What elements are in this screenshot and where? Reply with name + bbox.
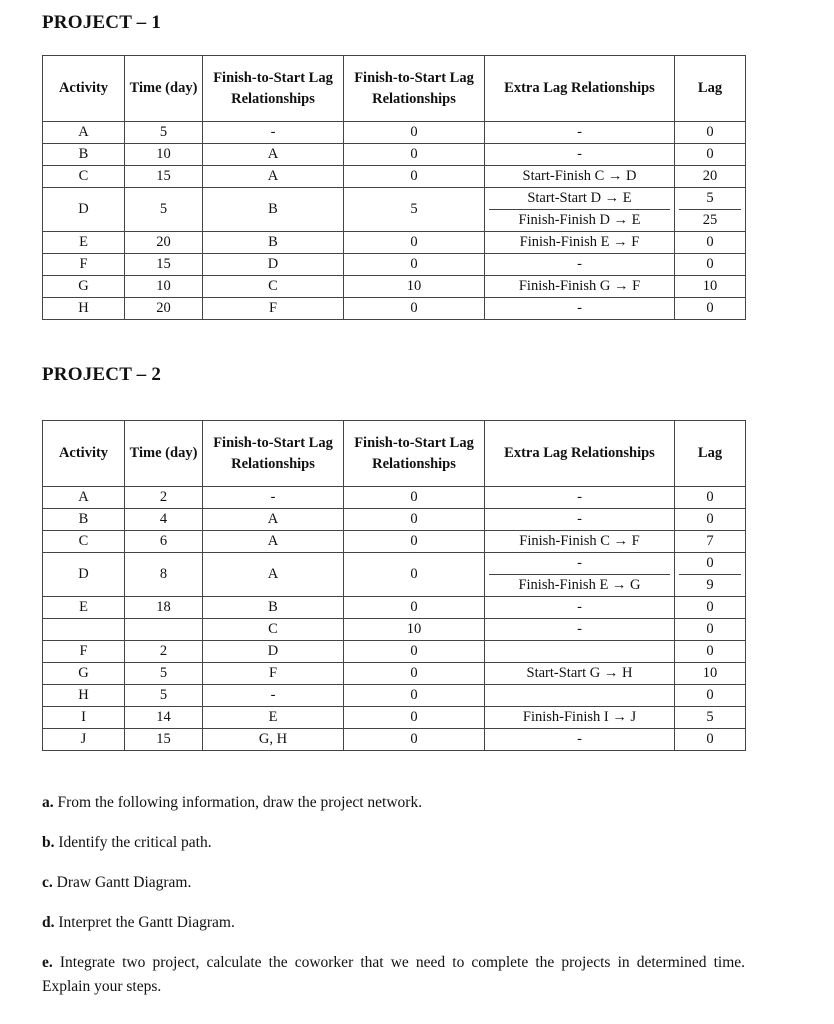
cell-fs1: A [203,531,344,553]
project2-title: PROJECT – 2 [42,364,162,385]
cell-extra: - [485,487,675,509]
cell-extra: - [485,619,675,641]
cell-activity: F [43,254,125,276]
cell-activity: I [43,707,125,729]
cell-time: 14 [125,707,203,729]
cell-fs2: 10 [344,276,485,298]
question-label: a. [42,794,54,811]
cell-extra [485,685,675,707]
cell-activity: H [43,685,125,707]
cell-time: 2 [125,487,203,509]
cell-activity [43,619,125,641]
cell-lag: 0 [675,487,746,509]
cell-extra: - [485,122,675,144]
cell-time: 20 [125,298,203,320]
cell-time: 6 [125,531,203,553]
question-text: Integrate two project, calculate the coworker that we need to complete the projects in determined time. Explain your steps. [42,954,746,995]
cell-lag: 7 [675,531,746,553]
cell-lag-part: 0 [679,553,741,575]
question-text: Identify the critical path. [58,834,212,851]
cell-fs2: 0 [344,254,485,276]
table-row [43,729,746,751]
cell-lag: 10 [675,663,746,685]
question-b [42,831,745,855]
table-row [43,254,746,276]
cell-activity: F [43,641,125,663]
cell-fs1: A [203,509,344,531]
cell-fs2: 0 [344,531,485,553]
cell-fs2: 0 [344,232,485,254]
questions [42,791,745,999]
cell-lag [675,188,746,232]
cell-lag: 0 [675,509,746,531]
table-row [43,531,746,553]
cell-time: 8 [125,553,203,597]
table-row [43,509,746,531]
cell-lag: 0 [675,254,746,276]
cell-fs2: 0 [344,298,485,320]
cell-fs1: F [203,663,344,685]
cell-extra: - [485,509,675,531]
cell-fs1: - [203,685,344,707]
cell-fs1: - [203,122,344,144]
cell-time: 5 [125,188,203,232]
cell-fs1: A [203,144,344,166]
header-fs-lag-2: Finish-to-Start Lag Relationships [344,56,485,122]
question-label: b. [42,834,55,851]
question-text: Interpret the Gantt Diagram. [58,914,235,931]
cell-lag: 0 [675,641,746,663]
cell-lag: 0 [675,232,746,254]
header-extra-lag: Extra Lag Relationships [485,56,675,122]
cell-fs1: B [203,188,344,232]
table-row [43,707,746,729]
cell-activity: E [43,232,125,254]
cell-lag-part: 9 [706,577,714,593]
cell-lag [675,553,746,597]
table-row [43,232,746,254]
cell-time: 15 [125,729,203,751]
cell-activity: A [43,122,125,144]
cell-fs1: A [203,553,344,597]
cell-fs1: C [203,276,344,298]
cell-activity: C [43,166,125,188]
cell-lag: 0 [675,685,746,707]
cell-time: 15 [125,254,203,276]
question-text: Draw Gantt Diagram. [56,874,192,891]
cell-activity: B [43,144,125,166]
cell-fs2: 0 [344,553,485,597]
table-header-row [43,421,746,487]
table-row [43,685,746,707]
cell-extra: Finish-Finish I → J [485,707,675,729]
cell-fs1: - [203,487,344,509]
header-fs-lag-1: Finish-to-Start Lag Relationships [203,421,344,487]
cell-fs1: F [203,298,344,320]
table-row [43,487,746,509]
table-row [43,122,746,144]
cell-extra [485,188,675,232]
cell-activity: E [43,597,125,619]
cell-activity: D [43,188,125,232]
table-row [43,298,746,320]
cell-lag: 0 [675,298,746,320]
project1-title: PROJECT – 1 [42,12,162,33]
project2-table [42,420,746,751]
question-a [42,791,745,815]
cell-extra: Finish-Finish G → F [485,276,675,298]
cell-extra: - [485,597,675,619]
cell-lag: 10 [675,276,746,298]
cell-time: 5 [125,122,203,144]
cell-fs1: D [203,254,344,276]
cell-time: 10 [125,276,203,298]
cell-activity: A [43,487,125,509]
header-time: Time (day) [125,56,203,122]
cell-fs2: 0 [344,122,485,144]
cell-fs2: 5 [344,188,485,232]
table-row [43,188,746,232]
project1-table [42,55,746,320]
cell-activity: B [43,509,125,531]
cell-fs1: E [203,707,344,729]
table-row [43,641,746,663]
cell-extra: Finish-Finish E → F [485,232,675,254]
header-time: Time (day) [125,421,203,487]
header-activity: Activity [43,421,125,487]
cell-fs1: B [203,232,344,254]
cell-fs2: 0 [344,509,485,531]
cell-extra: - [485,298,675,320]
table-row [43,663,746,685]
cell-extra-part: Finish-Finish E → G [518,577,641,593]
header-activity: Activity [43,56,125,122]
cell-lag-part: 25 [702,212,718,228]
cell-fs2: 0 [344,166,485,188]
cell-fs1: G, H [203,729,344,751]
cell-time: 5 [125,663,203,685]
table-row [43,619,746,641]
cell-extra: Start-Start G → H [485,663,675,685]
cell-extra-part: Finish-Finish D → E [518,212,641,228]
table-header-row [43,56,746,122]
question-e [42,951,745,999]
cell-activity: D [43,553,125,597]
cell-extra: - [485,144,675,166]
cell-lag: 0 [675,619,746,641]
cell-extra [485,553,675,597]
cell-extra: Finish-Finish C → F [485,531,675,553]
cell-activity: C [43,531,125,553]
cell-time [125,619,203,641]
question-c [42,871,745,895]
cell-time: 2 [125,641,203,663]
cell-time: 10 [125,144,203,166]
table-row [43,144,746,166]
cell-time: 18 [125,597,203,619]
cell-lag: 0 [675,729,746,751]
cell-fs1: A [203,166,344,188]
cell-extra: Start-Finish C → D [485,166,675,188]
question-label: d. [42,914,55,931]
cell-lag: 0 [675,597,746,619]
cell-lag: 5 [675,707,746,729]
cell-extra-part: Start-Start D → E [489,188,670,210]
cell-extra: - [485,729,675,751]
cell-fs2: 0 [344,729,485,751]
cell-fs2: 0 [344,487,485,509]
header-extra-lag: Extra Lag Relationships [485,421,675,487]
cell-extra-part: - [489,553,670,575]
table-row [43,166,746,188]
cell-lag: 0 [675,122,746,144]
cell-time: 5 [125,685,203,707]
cell-fs2: 0 [344,144,485,166]
table-row [43,276,746,298]
cell-time: 20 [125,232,203,254]
header-lag: Lag [675,56,746,122]
cell-lag: 20 [675,166,746,188]
question-label: c. [42,874,53,891]
cell-fs1: D [203,641,344,663]
cell-activity: J [43,729,125,751]
cell-extra: - [485,254,675,276]
cell-activity: G [43,663,125,685]
cell-fs1: C [203,619,344,641]
cell-time: 15 [125,166,203,188]
cell-fs1: B [203,597,344,619]
cell-fs2: 0 [344,685,485,707]
cell-fs2: 0 [344,641,485,663]
header-fs-lag-2: Finish-to-Start Lag Relationships [344,421,485,487]
cell-activity: G [43,276,125,298]
cell-time: 4 [125,509,203,531]
table-row [43,553,746,597]
header-lag: Lag [675,421,746,487]
header-fs-lag-1: Finish-to-Start Lag Relationships [203,56,344,122]
table-row [43,597,746,619]
cell-fs2: 0 [344,663,485,685]
question-label: e. [42,954,53,971]
cell-fs2: 0 [344,707,485,729]
question-text: From the following information, draw the project network. [57,794,423,811]
cell-lag: 0 [675,144,746,166]
cell-lag-part: 5 [679,188,741,210]
cell-fs2: 0 [344,597,485,619]
cell-activity: H [43,298,125,320]
question-d [42,911,745,935]
cell-fs2: 10 [344,619,485,641]
cell-extra [485,641,675,663]
